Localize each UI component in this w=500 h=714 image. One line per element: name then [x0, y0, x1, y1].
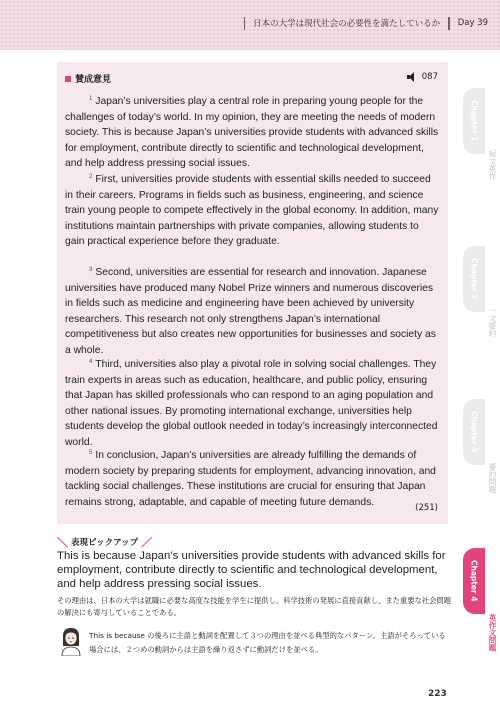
pickup-note: This is because の後ろに主語と動詞を配置して３つの理由を並べる典型的なパターン。主語がそろっている場合には、２つめの動詞からは主語を繰り返さずに動詞だけを並べる。 — [89, 631, 446, 654]
audio-track-number: 087 — [421, 72, 438, 82]
tab-chapter-2-sub: 一文要約 — [488, 307, 497, 337]
paragraph-number: 5 — [89, 450, 93, 456]
header-title: 日本の大学は現代社会の必要性を満たしているか — [253, 19, 441, 29]
header-bar — [244, 14, 488, 32]
tab-label: Chapter 1 — [469, 100, 479, 142]
tab-chapter-2[interactable] — [463, 246, 485, 312]
pickup-translation: その理由は、日本の大学は就職に必要な高度な技能を学生に提供し、科学技術の発展に直接貢献し、また重要な社会問題の解決にも寄与していることである。 — [57, 596, 452, 617]
tab-chapter-4-sub: 英作文問題 — [488, 614, 497, 652]
paragraph-4 — [65, 355, 439, 451]
paragraph-number: 1 — [89, 96, 93, 102]
student-illustration-icon — [58, 626, 84, 656]
pickup-label: 表現ピックアップ — [71, 538, 139, 548]
paragraph-2 — [65, 170, 439, 250]
paragraph-text: In conclusion, Japan’s universities are already fulfilling the demands of modern society by preparing students for employment, advancing innovation, and tackling social challenges. These institutions are crucial for ensuring that Japan remains strong, adaptable, and capable of meeting future demands. — [65, 450, 436, 508]
page-header — [0, 0, 500, 50]
paragraph-text: First, universities provide students with essential skills needed to succeed in their careers. Programs in fields such as business, engineering, and science train young people to compete effectively in the global economy. In addition, many institutions maintain partnerships with private companies, allowing students to gain practical experience before they graduate. — [65, 174, 439, 248]
page-number: 223 — [428, 689, 447, 699]
paragraph-text: Second, universities are essential for research and innovation. Japanese universities have produced many Nobel Prize winners and numerous discoveries in fields such as medicine and engineering have been achieved by university researchers. This research not only strengthens Japan’s international competitiveness but also creates new opportunities for businesses and society as a whole. — [65, 267, 436, 356]
paragraph-number: 3 — [89, 267, 93, 273]
paragraph-number: 2 — [89, 174, 93, 180]
tab-label: Chapter 4 — [469, 560, 479, 602]
divider — [244, 17, 246, 30]
paragraph-5 — [65, 446, 439, 510]
pickup-sentence: This is because Japan’s universities provide students with advanced skills for employment, contribute directly to scientific and technological development, and help address pressing social issues. — [57, 550, 446, 591]
opinion-panel — [57, 62, 448, 524]
tab-chapter-1-sub: 短文英作 — [488, 150, 497, 180]
square-bullet-icon — [65, 76, 71, 82]
paragraph-text: Japan’s universities play a central role in preparing young people for the challenges of today’s world. In my opinion, they are meeting the needs of modern society. This is because Japan’s universities provide students with advanced skills for employment, contribute directly to scientific and technological development, and help address pressing social issues. — [65, 96, 439, 170]
slash-icon: ／ — [141, 536, 153, 549]
tab-chapter-3-sub: 要約問題 — [488, 463, 497, 493]
audio-track[interactable] — [407, 72, 438, 82]
speaker-icon — [407, 72, 419, 82]
paragraph-number: 4 — [89, 359, 93, 365]
panel-heading — [65, 72, 111, 85]
word-count: (251) — [415, 503, 438, 513]
tab-chapter-3[interactable] — [463, 399, 485, 465]
paragraph-3 — [65, 263, 439, 359]
paragraph-1 — [65, 92, 439, 172]
paragraph-text: Third, universities also play a pivotal role in solving social challenges. They train experts in areas such as education, healthcare, and public policy, ensuring that Japan has skilled professionals who can respond to an aging population and other national issues. By promoting international exchange, universities help students develop the global outlook needed in today’s increasingly interconnected world. — [65, 359, 438, 448]
tab-chapter-4[interactable] — [463, 548, 485, 614]
tab-label: Chapter 2 — [469, 258, 479, 300]
tab-chapter-1[interactable] — [463, 88, 485, 154]
header-day: Day 39 — [457, 18, 488, 28]
divider — [448, 17, 450, 30]
panel-title: 賛成意見 — [75, 75, 112, 85]
tab-label: Chapter 3 — [469, 411, 479, 453]
pickup-heading — [57, 534, 152, 550]
slash-icon: ＼ — [57, 536, 68, 549]
